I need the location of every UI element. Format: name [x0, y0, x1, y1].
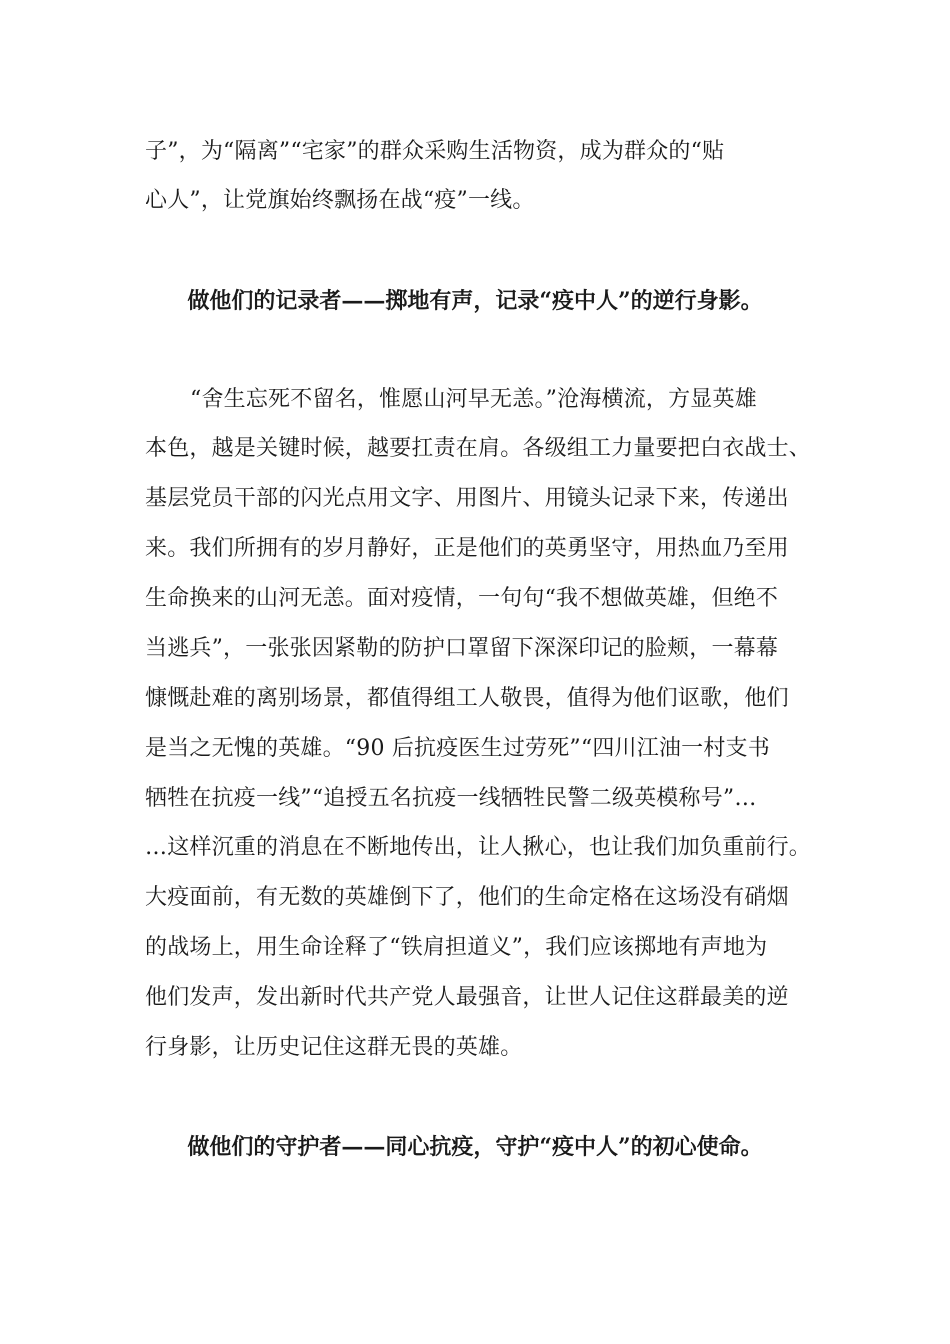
para2-line: 生命换来的山河无恙。面对疫情，一句句“我不想做英雄，但绝不 [145, 586, 779, 611]
para2-line: 牺牲在抗疫一线”“追授五名抗疫一线牺牲民警二级英模称号”… [145, 786, 757, 811]
para2-line: 基层党员干部的闪光点用文字、用图片、用镜头记录下来，传递出 [145, 486, 789, 511]
section-heading-recorder: 做他们的记录者——掷地有声，记录“疫中人”的逆行身影。 [187, 288, 763, 314]
para2-line: …这样沉重的消息在不断地传出，让人揪心，也让我们加负重前行。 [145, 835, 812, 860]
para2-line: 是当之无愧的英雄。“90 后抗疫医生过劳死”“四川江油一村支书 [145, 736, 770, 761]
para1-line: 子”，为“隔离”“宅家”的群众采购生活物资，成为群众的“贴 [145, 139, 725, 164]
para2-line: 的战场上，用生命诠释了“铁肩担道义”，我们应该掷地有声地为 [145, 935, 768, 960]
para2-line: 他们发声，发出新时代共产党人最强音，让世人记住这群最美的逆 [145, 985, 789, 1010]
section-heading-guardian: 做他们的守护者——同心抗疫，守护“疫中人”的初心使命。 [187, 1134, 763, 1160]
para2-line: 行身影，让历史记住这群无畏的英雄。 [145, 1035, 523, 1060]
para2-line: 大疫面前，有无数的英雄倒下了，他们的生命定格在这场没有硝烟 [145, 885, 789, 910]
para2-line: 本色，越是关键时候，越要扛责在肩。各级组工力量要把白衣战士、 [145, 436, 812, 461]
para2-line: 当逃兵”，一张张因紧勒的防护口罩留下深深印记的脸颊，一幕幕 [145, 636, 779, 661]
para1-line: 心人”，让党旗始终飘扬在战“疫”一线。 [145, 188, 535, 213]
para2-line: “舍生忘死不留名，惟愿山河早无恙。”沧海横流，方显英雄 [190, 387, 757, 412]
para2-line: 慷慨赴难的离别场景，都值得组工人敬畏，值得为他们讴歌，他们 [145, 686, 789, 711]
para2-line: 来。我们所拥有的岁月静好，正是他们的英勇坚守，用热血乃至用 [145, 536, 789, 561]
